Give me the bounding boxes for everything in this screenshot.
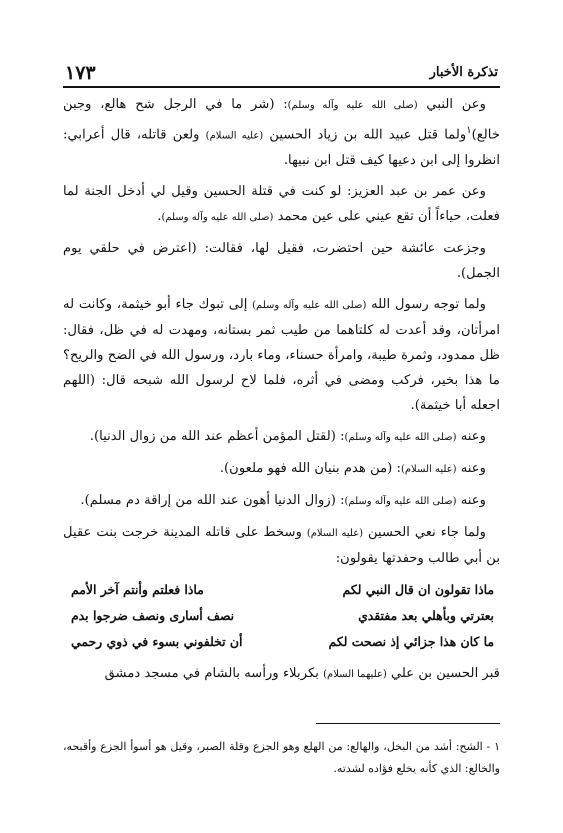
paragraph-text: : (شر ما في الرجل شح هالع، وجبن خالع)	[63, 97, 500, 143]
paragraph-text: وعن عمر بن عبد العزيز: لو كنت في قتلة الحسين وقيل لي أدخل الجنة لما فعلت، حياءاً أن تقع عيني على عين محمد	[63, 184, 500, 225]
honorific: (صلى الله عليه وآله وسلم)	[287, 100, 418, 111]
honorific: (صلى الله عليه وآله وسلم)	[344, 432, 457, 444]
first-hemistich: ما كان هذا جزائي إذ نصحت لكم	[328, 634, 494, 650]
poem-verse	[63, 603, 500, 629]
paragraph-text: ولما قتل عبيد الله بن زياد الحسين	[263, 127, 467, 143]
paragraph-text: قبر الحسين بن علي	[386, 666, 500, 682]
paragraph	[63, 488, 500, 514]
paragraph-text: وعنه	[456, 429, 486, 445]
paragraph-text: .	[157, 209, 162, 225]
honorific: (عليه السلام)	[306, 528, 364, 540]
paragraph-text: وعنه	[456, 493, 486, 509]
page-number: ١٧٣	[65, 62, 96, 84]
honorific: (صلى الله عليه وآله وسلم)	[344, 496, 457, 508]
paragraph	[63, 236, 500, 286]
honorific: (عليهما السلام)	[323, 669, 387, 681]
paragraph	[63, 179, 500, 230]
honorific: (عليه السلام)	[400, 464, 457, 476]
first-hemistich: ماذا تقولون ان قال النبي لكم	[342, 582, 494, 598]
poem	[63, 577, 500, 655]
paragraph	[63, 92, 500, 173]
footnote-ref: ١	[466, 125, 472, 136]
honorific: (عليه السلام)	[205, 130, 264, 142]
paragraph-text: وجزعت عائشة حين احتضرت، فقيل لها، فقالت: (اعترض في حلقي يوم الجمل).	[63, 241, 500, 282]
paragraph-text: إلى تبوك جاء أبو خيثمة، وكانت له امرأتان، وقد أعدت له كلتاهما من طيب ثمر بستانه، ومهدت له في ظل، فقال: ظل ممدود، وثمرة طيبة، وامرأة حسناء، وماء بارد، ورسول الله في الضح والريح؟ ما هذا بخير، فركب ومضى في أثره، فلما لاح لرسول الله شبحه قال: (اللهم اجعله أبا خيثمة).	[63, 297, 500, 414]
second-hemistich: نصف أسارى ونصف ضرجوا بدم	[71, 608, 235, 624]
body-text	[63, 92, 500, 693]
paragraph-text: وعن النبي	[417, 97, 486, 112]
paragraph-text: وسخط على قاتله المدينة خرجت بنت عقيل بن أبي طالب وحفدتها يقولون:	[63, 525, 500, 567]
paragraph	[63, 424, 500, 450]
paragraph-text: : (زوال الدنيا أهون عند الله من إراقة دم مسلم).	[80, 493, 345, 509]
paragraph-text: ولعن قاتله، قال أعرابي: انظروا إلى ابن دعيها كيف قتل ابن نبيها.	[63, 127, 500, 169]
paragraph-text: وعنه	[456, 461, 486, 477]
honorific: (صلى الله عليه وآله وسلم)	[252, 300, 367, 312]
paragraph-text: : (لقتل المؤمن أعظم عند الله من زوال الدنيا).	[89, 429, 345, 445]
paragraph	[63, 661, 500, 687]
honorific: (صلى الله عليه وآله وسلم)	[161, 212, 274, 224]
footnote-separator	[316, 723, 500, 724]
paragraph	[63, 292, 500, 418]
running-title: تذكرة الأخبار	[429, 65, 498, 80]
footnote: ١ - الشح: أشد من البخل، والهالع: من الهلع وهو الجزع وقلة الصبر، وقيل هو أسوأ الجزع وأقبحه، والخالع: الذي كأنه يخلع فؤاده لشدته.	[63, 740, 500, 775]
paragraph	[63, 456, 500, 482]
poem-verse	[63, 577, 500, 603]
paragraph-text: : (من هدم بنيان الله فهو ملعون).	[219, 461, 401, 477]
paragraph-text: ولما جاء نعي الحسين	[363, 525, 486, 541]
paragraph	[63, 520, 500, 571]
first-hemistich: بعترتي وبأهلي بعد مفتقدي	[358, 608, 494, 624]
second-hemistich: أن تخلفوني بسوء في ذوي رحمي	[71, 634, 243, 650]
paragraph-text: ولما توجه رسول الله	[366, 297, 486, 313]
second-hemistich: ماذا فعلتم وأنتم آخر الأمم	[71, 582, 204, 598]
paragraph-text: بكربلاء ورأسه بالشام في مسجد دمشق	[104, 666, 324, 682]
poem-verse	[63, 629, 500, 655]
running-header	[63, 62, 500, 88]
